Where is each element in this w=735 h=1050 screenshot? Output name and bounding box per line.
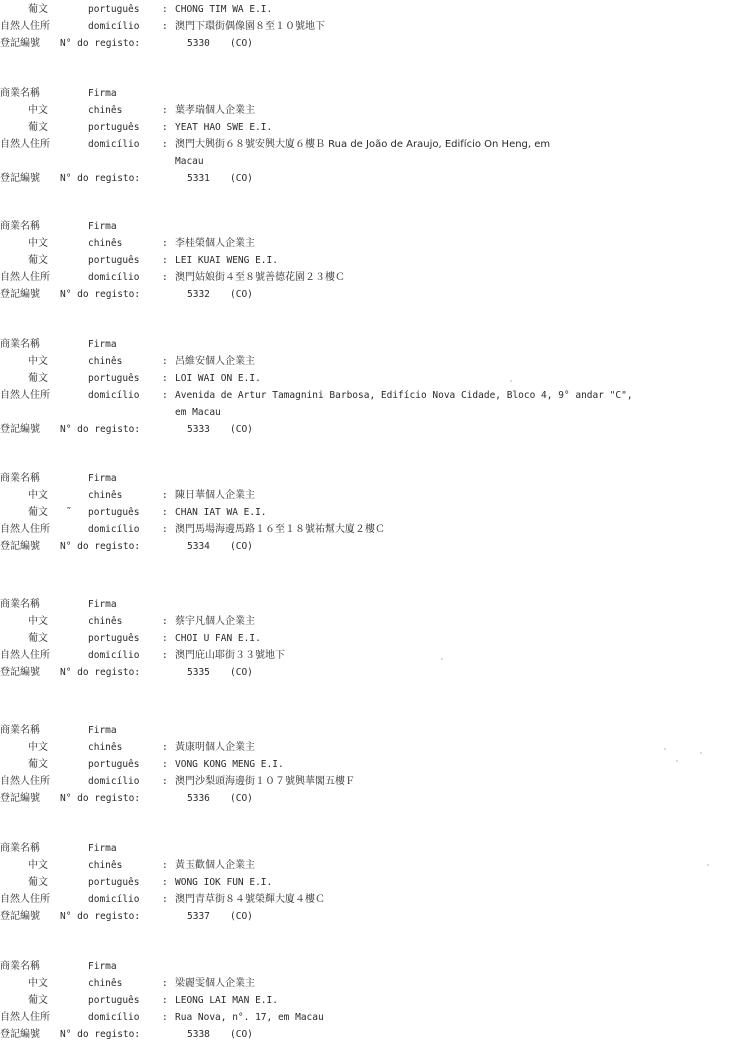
label-firma-zh: 商業名稱 (0, 339, 40, 350)
label-firma-pt: Firma (88, 599, 117, 610)
value-domicilio: 澳門大興街６８號安興大廈６樓Ｂ Rua de João de Araujo, Edifício On Heng, em (175, 139, 551, 150)
label-portugues-pt: português (88, 877, 140, 888)
label-portugues-pt: português (88, 633, 140, 644)
value-domicilio: Rua Nova, n°. 17, em Macau (175, 1012, 324, 1023)
label-portugues-zh: 葡文 (28, 255, 48, 266)
value-registo-number: 5337 (187, 911, 210, 922)
colon: : (162, 759, 168, 770)
label-portugues-zh: 葡文 (28, 373, 48, 384)
label-registo-pt: N° do registo: (60, 911, 141, 922)
label-chines-zh: 中文 (28, 860, 48, 871)
label-registo-pt: N° do registo: (60, 38, 141, 49)
label-firma-zh: 商業名稱 (0, 843, 40, 854)
scan-speck (510, 380, 512, 382)
colon: : (162, 4, 168, 15)
label-firma-zh: 商業名稱 (0, 88, 40, 99)
label-registo-pt: N° do registo: (60, 289, 141, 300)
value-registo-suffix: (CO) (230, 667, 253, 678)
value-registo-suffix: (CO) (230, 424, 253, 435)
label-domicilio-pt: domicílio (88, 21, 140, 32)
colon: : (162, 356, 168, 367)
label-domicilio-pt: domicílio (88, 894, 140, 905)
value-registo-number: 5335 (187, 667, 210, 678)
value-domicilio: Avenida de Artur Tamagnini Barbosa, Edifício Nova Cidade, Bloco 4, 9° andar "C", (175, 390, 633, 401)
value-chines: 黃康明個人企業主 (175, 742, 255, 753)
label-portugues-pt: português (88, 995, 140, 1006)
label-firma-zh: 商業名稱 (0, 961, 40, 972)
value-registo-number: 5336 (187, 793, 210, 804)
value-domicilio-cont: em Macau (175, 407, 221, 418)
label-firma-pt: Firma (88, 473, 117, 484)
value-domicilio: 澳門姑娘街４至８號善德花園２３樓Ｃ (175, 272, 345, 283)
label-domicilio-pt: domicílio (88, 272, 140, 283)
value-domicilio: 澳門青草街８４號榮輝大廈４樓Ｃ (175, 894, 325, 905)
colon: : (162, 633, 168, 644)
label-registo-zh: 登記編號 (0, 1029, 40, 1040)
value-registo-suffix: (CO) (230, 173, 253, 184)
value-portugues: CHOI U FAN E.I. (175, 633, 261, 644)
colon: : (162, 776, 168, 787)
label-firma-zh: 商業名稱 (0, 725, 40, 736)
label-chines-pt: chinês (88, 616, 123, 627)
value-chines: 葉孝瑞個人企業主 (175, 105, 255, 116)
label-domicilio-zh: 自然人住所 (0, 1012, 50, 1023)
colon: : (162, 272, 168, 283)
value-chines: 陳日華個人企業主 (175, 490, 255, 501)
label-domicilio-pt: domicílio (88, 776, 140, 787)
value-chines: 黃玉歡個人企業主 (175, 860, 255, 871)
label-domicilio-zh: 自然人住所 (0, 524, 50, 535)
label-portugues-zh: 葡文 (28, 759, 48, 770)
label-portugues-zh: 葡文 (28, 995, 48, 1006)
label-domicilio-pt: domicílio (88, 1012, 140, 1023)
label-registo-zh: 登記編號 (0, 173, 40, 184)
label-firma-zh: 商業名稱 (0, 599, 40, 610)
label-portugues-pt: português (88, 4, 140, 15)
label-portugues-pt: português (88, 255, 140, 266)
label-portugues-pt: português (88, 373, 140, 384)
value-registo-suffix: (CO) (230, 541, 253, 552)
label-domicilio-zh: 自然人住所 (0, 139, 50, 150)
value-portugues: LEONG LAI MAN E.I. (175, 995, 278, 1006)
value-registo-number: 5338 (187, 1029, 210, 1040)
stray-mark: ˜ (66, 507, 72, 518)
colon: : (162, 122, 168, 133)
colon: : (162, 373, 168, 384)
label-portugues-pt: português (88, 507, 140, 518)
label-firma-pt: Firma (88, 725, 117, 736)
label-registo-zh: 登記編號 (0, 793, 40, 804)
label-domicilio-pt: domicílio (88, 524, 140, 535)
label-chines-pt: chinês (88, 978, 123, 989)
colon: : (162, 860, 168, 871)
colon: : (162, 21, 168, 32)
colon: : (162, 616, 168, 627)
label-domicilio-zh: 自然人住所 (0, 390, 50, 401)
label-portugues-zh: 葡文 (28, 877, 48, 888)
value-portugues: WONG IOK FUN E.I. (175, 877, 273, 888)
label-domicilio-zh: 自然人住所 (0, 272, 50, 283)
label-firma-pt: Firma (88, 88, 117, 99)
colon: : (162, 877, 168, 888)
label-registo-zh: 登記編號 (0, 38, 40, 49)
scan-speck (676, 760, 678, 762)
value-portugues: LOI WAI ON E.I. (175, 373, 261, 384)
value-domicilio-cont: Macau (175, 156, 204, 167)
value-chines: 蔡宇凡個人企業主 (175, 616, 255, 627)
label-chines-zh: 中文 (28, 616, 48, 627)
colon: : (162, 139, 168, 150)
value-registo-number: 5330 (187, 38, 210, 49)
colon: : (162, 390, 168, 401)
label-chines-zh: 中文 (28, 978, 48, 989)
label-domicilio-pt: domicílio (88, 139, 140, 150)
scan-speck (664, 748, 666, 750)
colon: : (162, 742, 168, 753)
label-firma-pt: Firma (88, 843, 117, 854)
label-registo-zh: 登記編號 (0, 289, 40, 300)
label-registo-pt: N° do registo: (60, 1029, 141, 1040)
value-portugues: YEAT HAO SWE E.I. (175, 122, 273, 133)
label-portugues-zh: 葡文 (28, 122, 48, 133)
label-chines-zh: 中文 (28, 742, 48, 753)
label-registo-pt: N° do registo: (60, 173, 141, 184)
label-domicilio-pt: domicílio (88, 650, 140, 661)
colon: : (162, 255, 168, 266)
label-chines-pt: chinês (88, 860, 123, 871)
label-chines-pt: chinês (88, 238, 123, 249)
value-portugues: CHAN IAT WA E.I. (175, 507, 267, 518)
label-registo-pt: N° do registo: (60, 667, 141, 678)
colon: : (162, 490, 168, 501)
label-domicilio-zh: 自然人住所 (0, 21, 50, 32)
label-domicilio-zh: 自然人住所 (0, 650, 50, 661)
label-chines-zh: 中文 (28, 238, 48, 249)
colon: : (162, 105, 168, 116)
label-registo-pt: N° do registo: (60, 793, 141, 804)
label-firma-pt: Firma (88, 221, 117, 232)
colon: : (162, 507, 168, 518)
value-domicilio: 澳門庇山耶街３３號地下 (175, 650, 285, 661)
label-chines-pt: chinês (88, 356, 123, 367)
label-firma-pt: Firma (88, 339, 117, 350)
label-portugues-zh: 葡文 (28, 633, 48, 644)
colon: : (162, 524, 168, 535)
colon: : (162, 650, 168, 661)
colon: : (162, 978, 168, 989)
label-registo-pt: N° do registo: (60, 541, 141, 552)
label-registo-zh: 登記編號 (0, 911, 40, 922)
label-chines-pt: chinês (88, 742, 123, 753)
label-portugues-pt: português (88, 759, 140, 770)
value-registo-number: 5332 (187, 289, 210, 300)
label-registo-pt: N° do registo: (60, 424, 141, 435)
value-domicilio: 澳門沙梨頭海邊街１０７號興華閣五樓Ｆ (175, 776, 355, 787)
value-chines: 呂維安個人企業主 (175, 356, 255, 367)
label-portugues-pt: português (88, 122, 140, 133)
label-chines-zh: 中文 (28, 490, 48, 501)
value-portugues: VONG KONG MENG E.I. (175, 759, 284, 770)
label-firma-zh: 商業名稱 (0, 221, 40, 232)
scan-speck (700, 752, 702, 754)
value-chines: 梁麗雯個人企業主 (175, 978, 255, 989)
label-portugues-zh: 葡文 (28, 4, 48, 15)
value-registo-number: 5334 (187, 541, 210, 552)
value-registo-number: 5333 (187, 424, 210, 435)
value-registo-suffix: (CO) (230, 911, 253, 922)
value-portugues: LEI KUAI WENG E.I. (175, 255, 278, 266)
value-registo-suffix: (CO) (230, 793, 253, 804)
label-registo-zh: 登記編號 (0, 424, 40, 435)
value-domicilio: 澳門下環街偶像園８至１０號地下 (175, 21, 325, 32)
label-domicilio-zh: 自然人住所 (0, 776, 50, 787)
label-registo-zh: 登記編號 (0, 667, 40, 678)
colon: : (162, 995, 168, 1006)
label-chines-zh: 中文 (28, 356, 48, 367)
value-registo-suffix: (CO) (230, 1029, 253, 1040)
value-registo-suffix: (CO) (230, 289, 253, 300)
label-portugues-zh: 葡文 (28, 507, 48, 518)
colon: : (162, 238, 168, 249)
scan-speck (707, 864, 709, 866)
label-firma-pt: Firma (88, 961, 117, 972)
label-chines-zh: 中文 (28, 105, 48, 116)
label-domicilio-zh: 自然人住所 (0, 894, 50, 905)
label-domicilio-pt: domicílio (88, 390, 140, 401)
scan-speck (441, 658, 443, 660)
colon: : (162, 894, 168, 905)
label-registo-zh: 登記編號 (0, 541, 40, 552)
value-registo-suffix: (CO) (230, 38, 253, 49)
label-firma-zh: 商業名稱 (0, 473, 40, 484)
value-domicilio: 澳門馬場海邊馬路１６至１８號祐幫大廈２樓Ｃ (175, 524, 385, 535)
value-chines: 李桂榮個人企業主 (175, 238, 255, 249)
label-chines-pt: chinês (88, 105, 123, 116)
colon: : (162, 1012, 168, 1023)
label-chines-pt: chinês (88, 490, 123, 501)
value-portugues: CHONG TIM WA E.I. (175, 4, 273, 15)
value-registo-number: 5331 (187, 173, 210, 184)
